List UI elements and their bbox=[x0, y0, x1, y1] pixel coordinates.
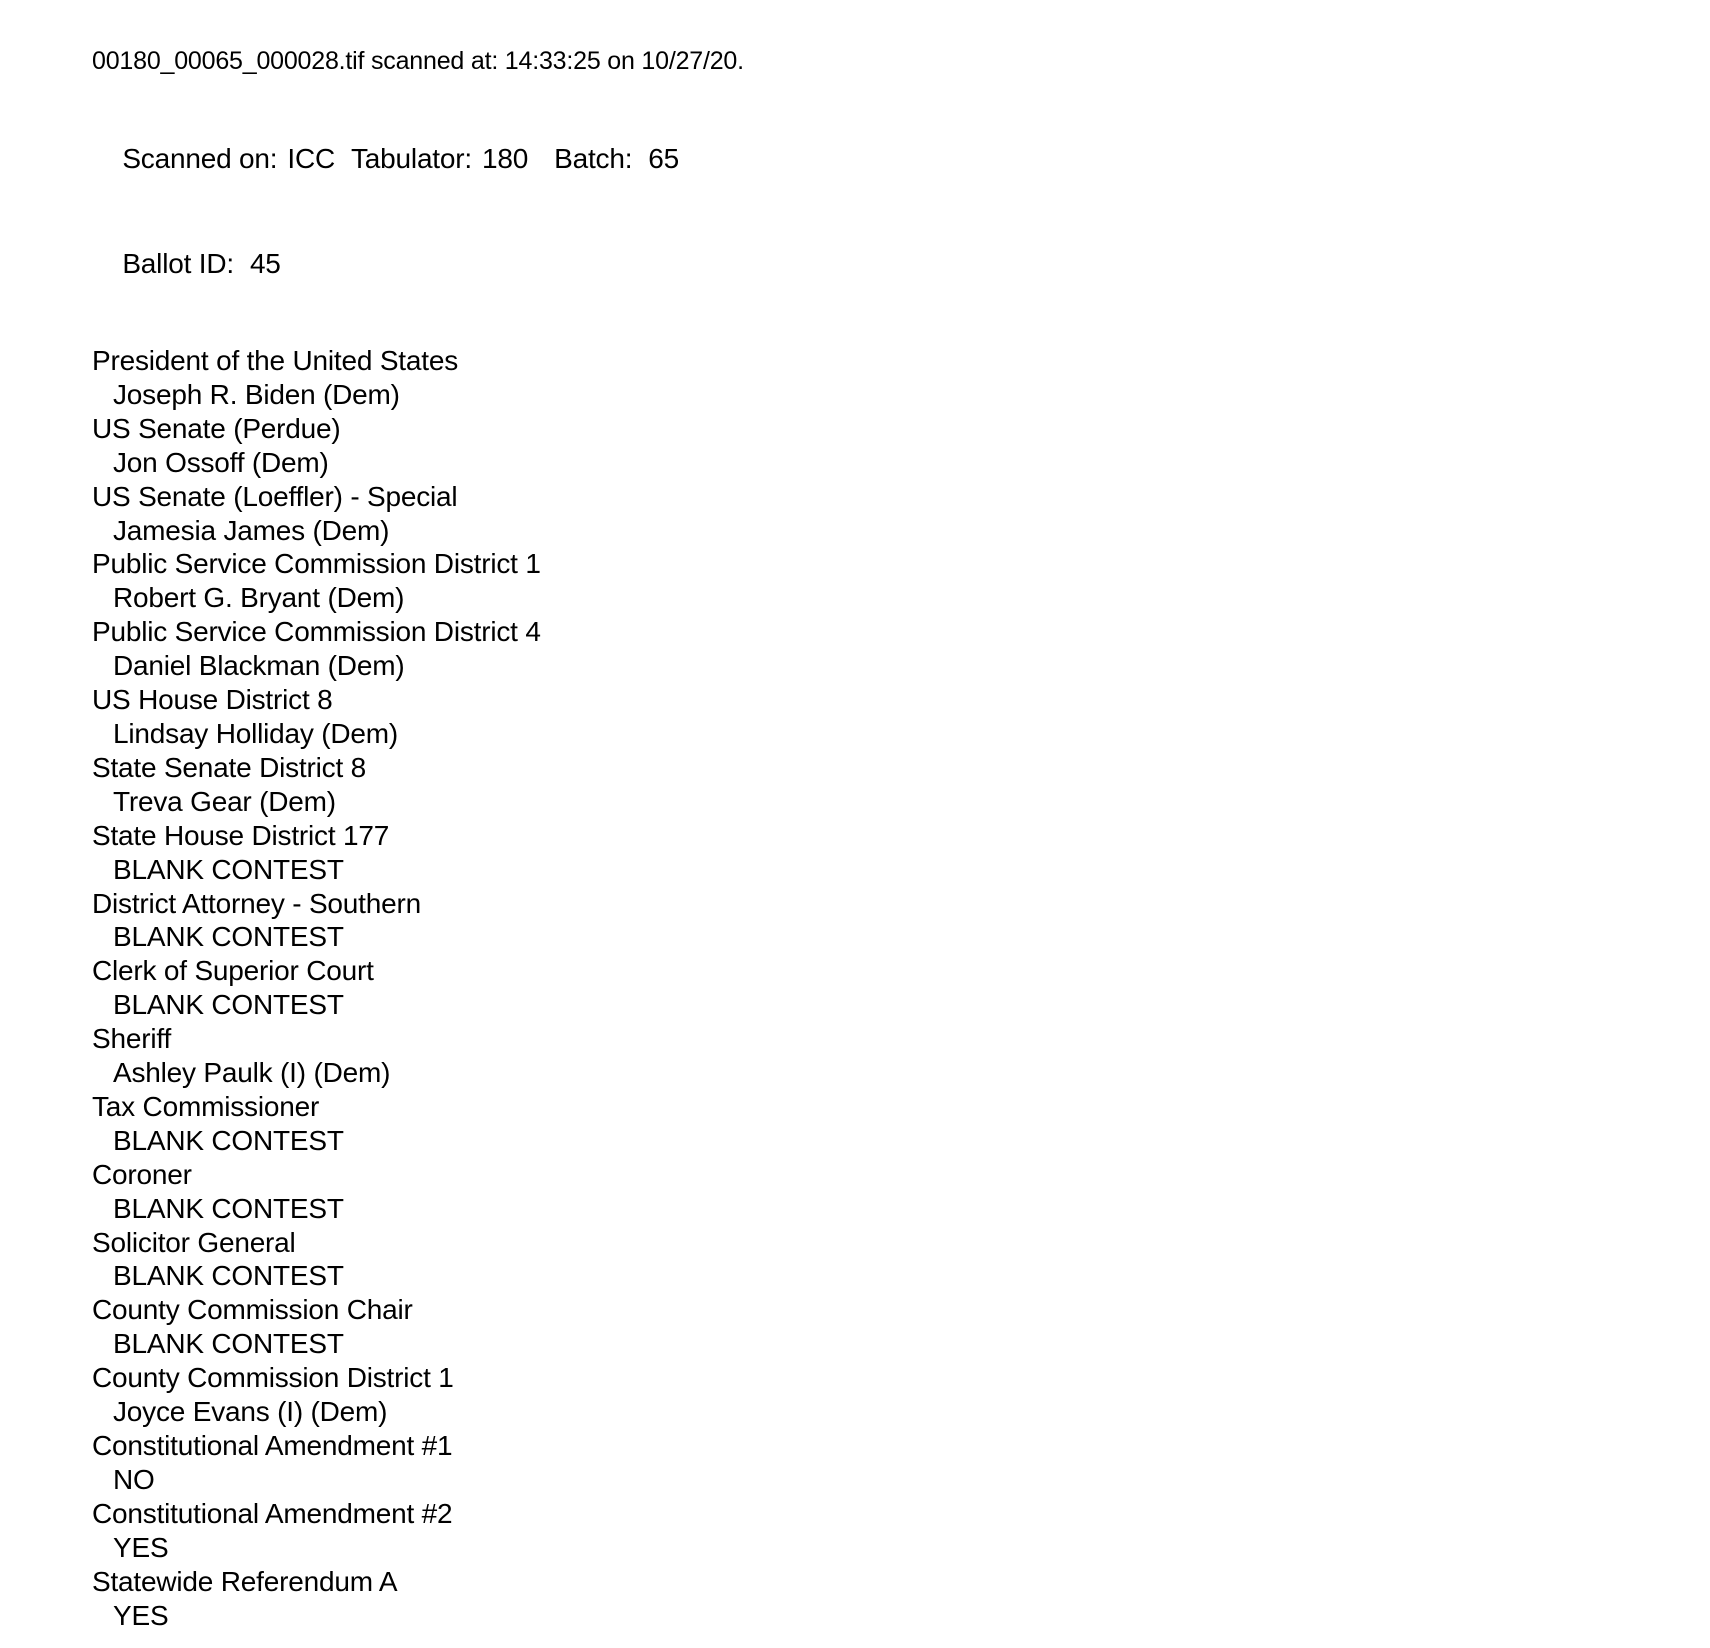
contest-name: District Attorney - Southern bbox=[92, 887, 421, 919]
tabulator-value: 180 bbox=[481, 143, 529, 174]
batch-value: 65 bbox=[648, 143, 680, 174]
batch-label: Batch: bbox=[554, 143, 633, 174]
contest-name: US Senate (Perdue) bbox=[92, 412, 341, 444]
contest-name: Sheriff bbox=[92, 1023, 172, 1055]
contest-selection: Jon Ossoff (Dem) bbox=[113, 446, 329, 478]
contest-row bbox=[92, 887, 1670, 955]
contest-name: Statewide Referendum A bbox=[92, 1565, 398, 1597]
contest-name: US House District 8 bbox=[92, 684, 333, 716]
contest-row bbox=[92, 683, 1670, 751]
contest-name: President of the United States bbox=[92, 345, 458, 376]
contest-row bbox=[92, 819, 1670, 887]
contest-name: Constitutional Amendment #2 bbox=[92, 1497, 453, 1529]
contest-selection: BLANK CONTEST bbox=[113, 853, 344, 885]
contest-row bbox=[92, 1022, 1670, 1090]
contest-name: County Commission Chair bbox=[92, 1294, 413, 1326]
contest-selection: YES bbox=[113, 1531, 169, 1563]
contest-name: Tax Commissioner bbox=[92, 1090, 320, 1122]
contest-row bbox=[92, 1293, 1670, 1361]
contest-row bbox=[92, 751, 1670, 819]
scanned-on-value: ICC bbox=[287, 143, 335, 174]
contest-row bbox=[92, 954, 1670, 1022]
scan-meta-line bbox=[92, 106, 1670, 211]
contest-row bbox=[92, 547, 1670, 615]
contest-name: Solicitor General bbox=[92, 1226, 296, 1258]
contest-row bbox=[92, 1226, 1670, 1294]
contest-results-list bbox=[92, 344, 1670, 1632]
contest-name: State Senate District 8 bbox=[92, 751, 366, 783]
contest-row bbox=[92, 1090, 1670, 1158]
contest-row bbox=[92, 412, 1670, 480]
contest-row bbox=[92, 1565, 1670, 1633]
contest-row bbox=[92, 1429, 1670, 1497]
contest-selection: BLANK CONTEST bbox=[113, 1260, 344, 1292]
contest-selection: Robert G. Bryant (Dem) bbox=[113, 582, 405, 614]
contest-row bbox=[92, 1361, 1670, 1429]
contest-selection: Daniel Blackman (Dem) bbox=[113, 650, 405, 682]
contest-selection: NO bbox=[113, 1463, 155, 1495]
contest-row bbox=[92, 344, 1670, 412]
scanned-on-label: Scanned on: bbox=[122, 143, 278, 174]
contest-selection: Lindsay Holliday (Dem) bbox=[113, 717, 399, 749]
tabulator-label: Tabulator: bbox=[351, 143, 472, 174]
contest-name: Public Service Commission District 4 bbox=[92, 616, 541, 648]
contest-selection: BLANK CONTEST bbox=[113, 1124, 344, 1156]
contest-name: State House District 177 bbox=[92, 819, 390, 851]
contest-name: County Commission District 1 bbox=[92, 1362, 454, 1394]
ballot-id-label: Ballot ID: bbox=[122, 248, 234, 279]
contest-row bbox=[92, 480, 1670, 548]
contest-selection: BLANK CONTEST bbox=[113, 989, 344, 1021]
contest-selection: BLANK CONTEST bbox=[113, 921, 344, 953]
contest-name: US Senate (Loeffler) - Special bbox=[92, 480, 458, 512]
contest-selection: BLANK CONTEST bbox=[113, 1192, 344, 1224]
contest-selection: YES bbox=[113, 1599, 169, 1631]
contest-row bbox=[92, 615, 1670, 683]
contest-name: Coroner bbox=[92, 1158, 192, 1190]
contest-selection: Joseph R. Biden (Dem) bbox=[113, 378, 400, 410]
contest-selection: Jamesia James (Dem) bbox=[113, 514, 390, 546]
contest-selection: Joyce Evans (I) (Dem) bbox=[113, 1396, 388, 1428]
contest-row bbox=[92, 1497, 1670, 1565]
contest-selection: Ashley Paulk (I) (Dem) bbox=[113, 1057, 391, 1089]
contest-name: Constitutional Amendment #1 bbox=[92, 1430, 453, 1461]
ballot-id-value: 45 bbox=[249, 248, 281, 279]
contest-selection: Treva Gear (Dem) bbox=[113, 785, 336, 817]
contest-name: Clerk of Superior Court bbox=[92, 955, 374, 987]
contest-name: Public Service Commission District 1 bbox=[92, 548, 541, 580]
contest-selection: BLANK CONTEST bbox=[113, 1328, 344, 1360]
contest-row bbox=[92, 1158, 1670, 1226]
ballot-id-line bbox=[92, 211, 1670, 316]
scan-filename-line: 00180_00065_000028.tif scanned at: 14:33:25 on 10/27/20. bbox=[92, 47, 744, 75]
